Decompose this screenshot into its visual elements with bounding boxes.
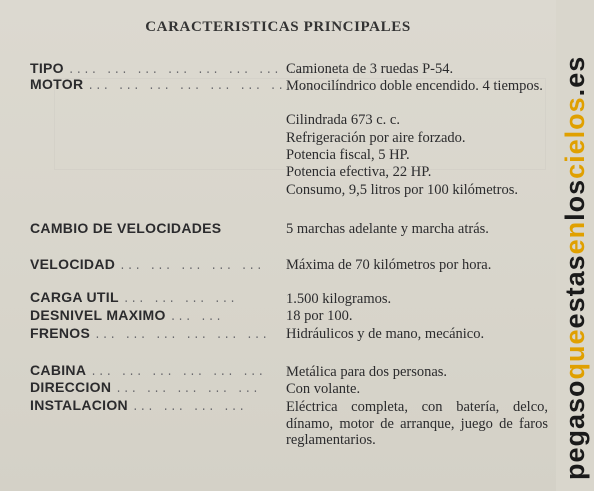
spec-value-potencia-fiscal: Potencia fiscal, 5 HP.: [286, 147, 410, 163]
leader-dots: .... ... ... ... ... ... ... ... ...: [67, 65, 342, 77]
spec-value-velocidad: Máxima de 70 kilómetros por hora.: [286, 257, 492, 273]
spec-label-instalacion: INSTALACION ... ... ... ...: [30, 397, 246, 414]
spec-value-carga: 1.500 kilogramos.: [286, 291, 392, 307]
leader-dots: ... ...: [169, 312, 223, 324]
leader-dots: ... ... ... ... ... ...: [90, 367, 266, 379]
spec-value-cambio: 5 marchas adelante y marcha atrás.: [286, 221, 489, 237]
spec-value-consumo: Consumo, 9,5 litros por 100 kilómetros.: [286, 182, 518, 198]
spec-label-carga: CARGA UTIL ... ... ... ...: [30, 289, 237, 306]
leader-dots: ... ... ... ... ...: [115, 384, 260, 396]
section-heading: CARACTERISTICAS PRINCIPALES: [145, 19, 411, 35]
spec-value-tipo: Camioneta de 3 ruedas P-54.: [286, 61, 454, 77]
spec-label-tipo: TIPO .... ... ... ... ... ... ... ... ...: [30, 60, 342, 77]
leader-dots: ... ... ... ... ... ...: [94, 330, 269, 342]
spec-value-potencia-efectiva: Potencia efectiva, 22 HP.: [286, 164, 432, 180]
spec-label-cambio: CAMBIO DE VELOCIDADES: [30, 220, 222, 236]
leader-dots: ... ... ... ... ...: [119, 261, 264, 273]
leader-dots: ... ... ... ...: [131, 402, 246, 414]
spec-value-instalacion: Eléctrica completa, con batería, delco, dínamo, motor de arranque, juego de faros reglamentarios.: [286, 399, 548, 448]
spec-label-cabina: CABINA ... ... ... ... ... ...: [30, 362, 266, 379]
spec-value-desnivel: 18 por 100.: [286, 308, 353, 324]
spec-label-motor: MOTOR ... ... ... ... ... ... ... ...: [30, 76, 323, 93]
spec-value-direccion: Con volante.: [286, 381, 361, 397]
spec-label-frenos: FRENOS ... ... ... ... ... ...: [30, 325, 269, 342]
spec-label-velocidad: VELOCIDAD ... ... ... ... ...: [30, 256, 264, 273]
spec-label-desnivel: DESNIVEL MAXIMO ... ...: [30, 307, 223, 324]
leader-dots: ... ... ... ...: [122, 294, 237, 306]
site-watermark: pegasoqueestasenloscielos.es: [560, 55, 590, 480]
spec-value-cilindrada: Cilindrada 673 c. c.: [286, 112, 400, 128]
spec-value-cabina: Metálica para dos personas.: [286, 364, 448, 380]
spec-label-direccion: DIRECCION ... ... ... ... ...: [30, 379, 260, 396]
spec-value-motor: Monocilíndrico doble encendido. 4 tiempos.: [286, 78, 543, 94]
leader-dots: ... ... ... ... ... ... ... ...: [87, 81, 323, 93]
spec-value-frenos: Hidráulicos y de mano, mecánico.: [286, 326, 485, 342]
spec-value-refrigeracion: Refrigeración por aire forzado.: [286, 130, 466, 146]
